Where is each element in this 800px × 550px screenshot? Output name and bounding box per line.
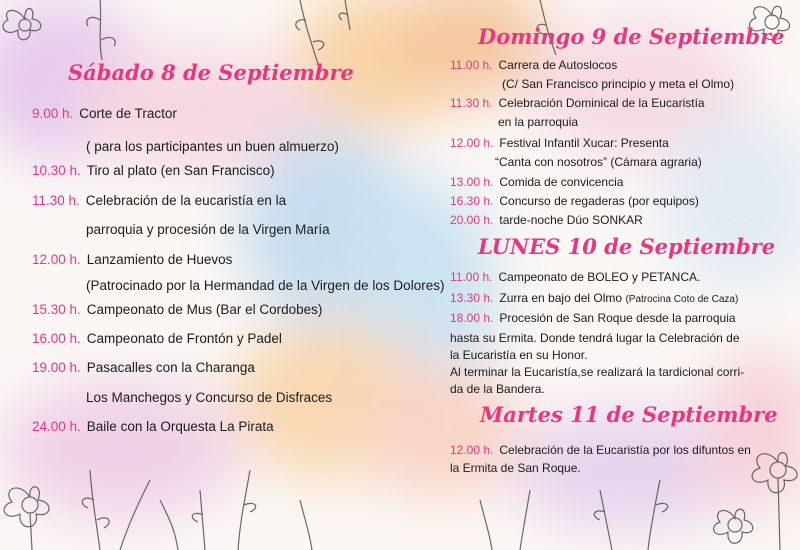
- item-text: Campeonato de Mus (Bar el Cordobes): [86, 302, 323, 317]
- item-note: ( para los participantes un buen almuerzo): [86, 139, 339, 154]
- item-text: Baile con la Orquesta La Pirata: [86, 419, 274, 434]
- day-title-saturday: Sábado 8 de Septiembre: [68, 60, 354, 85]
- schedule-continuation: [86, 390, 332, 406]
- item-text: Lanzamiento de Huevos: [86, 252, 233, 267]
- schedule-continuation: [495, 155, 702, 170]
- item-time: 10.30 h.: [32, 163, 81, 178]
- item-text: “Canta con nosotros” (Cámara agraria): [495, 155, 702, 169]
- schedule-item: [450, 58, 617, 73]
- item-note: (Patrocina Coto de Caza): [625, 294, 739, 305]
- item-time: 12.00 h.: [32, 252, 81, 267]
- item-time: 24.00 h.: [32, 419, 81, 434]
- day-title-tuesday: Martes 11 de Septiembre: [480, 402, 778, 427]
- item-text: en la parroquia: [498, 115, 579, 129]
- schedule-item: [450, 136, 669, 151]
- schedule-continuation: [450, 461, 581, 476]
- schedule-item: [450, 443, 751, 458]
- item-time: 12.00 h.: [450, 136, 494, 150]
- item-time: 11.30 h.: [32, 193, 80, 208]
- item-text: Tiro al plato (en San Francisco): [86, 163, 275, 178]
- right-column: [400, 0, 800, 550]
- day-title-sunday: Domingo 9 de Septiembre: [478, 24, 785, 49]
- schedule-item: [450, 96, 705, 111]
- schedule-item: [32, 331, 282, 347]
- schedule-note: [86, 278, 444, 294]
- item-text: Celebración Dominical de la Eucaristía: [498, 96, 705, 110]
- schedule-item: [450, 270, 700, 285]
- item-note: (Patrocinado por la Hermandad de la Virgen de los Dolores): [86, 278, 445, 293]
- item-text: parroquia y procesión de la Virgen María: [86, 222, 330, 237]
- schedule-continuation: [498, 115, 578, 130]
- schedule-item: [450, 291, 738, 307]
- item-text: Comida de convicencia: [499, 175, 624, 189]
- schedule-item: [32, 360, 255, 376]
- item-text: Campeonato de BOLEO y PETANCA.: [498, 270, 701, 284]
- schedule-item: [32, 193, 286, 209]
- schedule-item: [450, 213, 643, 228]
- item-text: hasta su Ermita. Donde tendrá lugar la Celebración de: [450, 331, 740, 345]
- item-text: Zurra en bajo del Olmo: [499, 291, 623, 305]
- item-time: 11.00 h.: [450, 270, 493, 284]
- item-time: 13.30 h.: [450, 291, 494, 305]
- item-text: Concurso de regaderas (por equipos): [499, 194, 699, 208]
- item-text: Procesión de San Roque desde la parroquia: [499, 311, 736, 325]
- schedule-continuation: [450, 365, 744, 380]
- schedule-item: [32, 302, 322, 318]
- item-time: 11.30 h.: [450, 96, 493, 110]
- item-time: 16.00 h.: [32, 331, 81, 346]
- day-title-monday: LUNES 10 de Septiembre: [478, 234, 776, 259]
- item-text: Pasacalles con la Charanga: [86, 360, 255, 375]
- item-text: Los Manchegos y Concurso de Disfraces: [86, 390, 333, 405]
- item-text: Carrera de Autoslocos: [498, 58, 618, 72]
- item-time: 11.00 h.: [450, 58, 493, 72]
- item-text: da de la Bandera.: [450, 382, 545, 396]
- item-time: 18.00 h.: [450, 311, 494, 325]
- schedule-item: [32, 163, 275, 179]
- item-time: 13.00 h.: [450, 175, 494, 189]
- schedule-item: [450, 311, 736, 326]
- schedule-item: [32, 106, 177, 122]
- schedule-item: [450, 194, 699, 209]
- schedule-continuation: [86, 222, 330, 238]
- item-time: 12.00 h.: [450, 443, 494, 457]
- schedule-item: [32, 252, 232, 268]
- item-time: 19.00 h.: [32, 360, 81, 375]
- item-time: 20.00 h.: [450, 213, 494, 227]
- item-text: Al terminar la Eucaristía,se realizará la tardicional corri-: [450, 365, 745, 379]
- item-text: Celebración de la eucaristía en la: [85, 193, 287, 208]
- item-time: 15.30 h.: [32, 302, 81, 317]
- schedule-continuation: [450, 382, 545, 397]
- item-time: 9.00 h.: [32, 106, 74, 121]
- item-time: 16.30 h.: [450, 194, 494, 208]
- schedule-item: [32, 419, 274, 435]
- schedule-item: [450, 175, 623, 190]
- schedule-continuation: [450, 348, 587, 363]
- item-text: tarde-noche Dúo SONKAR: [499, 213, 643, 227]
- item-text: (C/ San Francisco principio y meta el Olmo): [502, 77, 735, 91]
- item-text: Celebración de la Eucaristía por los difuntos en: [499, 443, 751, 457]
- item-text: la Ermita de San Roque.: [450, 461, 581, 475]
- schedule-note: [86, 139, 339, 155]
- item-text: la Eucaristía en su Honor.: [450, 348, 588, 362]
- item-text: Corte de Tractor: [79, 106, 177, 121]
- schedule-continuation: [502, 77, 734, 92]
- schedule-continuation: [450, 331, 740, 346]
- item-text: Festival Infantil Xucar: Presenta: [499, 136, 669, 150]
- item-text: Campeonato de Frontón y Padel: [86, 331, 282, 346]
